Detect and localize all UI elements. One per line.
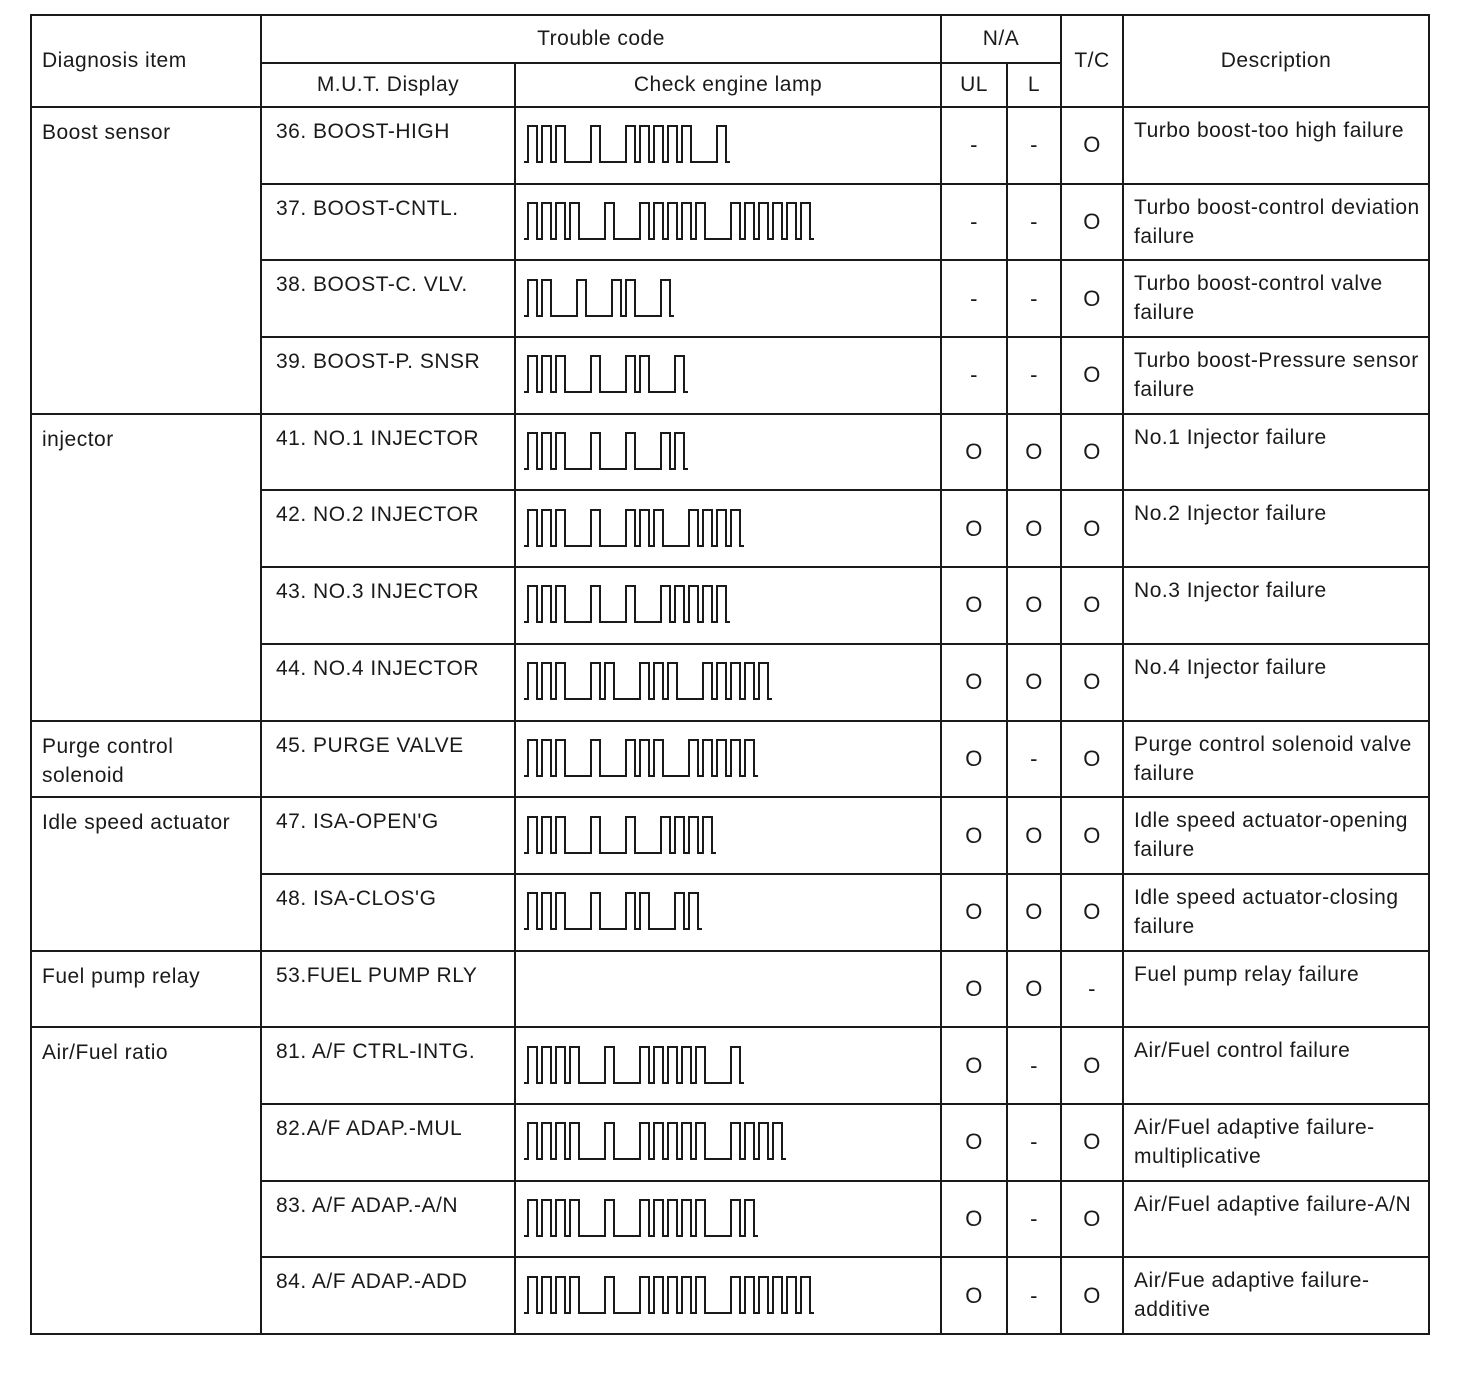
check-engine-lamp-cell <box>515 414 941 491</box>
diagnosis-item-cell: Boost sensor <box>31 107 261 414</box>
tc-mark-cell: O <box>1061 721 1123 798</box>
ul-mark-cell: O <box>941 644 1007 721</box>
mut-display-cell: 44. NO.4 INJECTOR <box>261 644 515 721</box>
waveform-line <box>524 280 674 316</box>
mut-display-cell: 83. A/F ADAP.-A/N <box>261 1181 515 1258</box>
l-mark-cell: - <box>1007 337 1061 414</box>
check-engine-lamp-cell <box>515 721 941 798</box>
l-mark-cell: - <box>1007 721 1061 798</box>
l-mark-cell: O <box>1007 414 1061 491</box>
l-mark-cell: O <box>1007 951 1061 1028</box>
description-cell: Purge control solenoid valve failure <box>1123 721 1429 798</box>
l-mark-cell: - <box>1007 1181 1061 1258</box>
blink-waveform <box>524 1043 748 1089</box>
ul-mark-cell: - <box>941 337 1007 414</box>
waveform-line <box>524 433 688 469</box>
blink-waveform <box>524 1196 762 1242</box>
table-row <box>31 414 1429 491</box>
header-diagnosis-item: Diagnosis item <box>31 15 261 107</box>
description-cell: Turbo boost-too high failure <box>1123 107 1429 184</box>
check-engine-lamp-cell <box>515 1027 941 1104</box>
mut-display-cell: 82.A/F ADAP.-MUL <box>261 1104 515 1181</box>
check-engine-lamp-cell <box>515 644 941 721</box>
l-mark-cell: O <box>1007 644 1061 721</box>
tc-mark-cell: O <box>1061 797 1123 874</box>
blink-waveform <box>524 199 818 245</box>
blink-waveform <box>524 736 762 782</box>
mut-display-cell: 39. BOOST-P. SNSR <box>261 337 515 414</box>
tc-mark-cell: O <box>1061 644 1123 721</box>
description-cell: Air/Fuel control failure <box>1123 1027 1429 1104</box>
waveform-line <box>524 740 758 776</box>
ul-mark-cell: O <box>941 490 1007 567</box>
description-cell: No.2 Injector failure <box>1123 490 1429 567</box>
check-engine-lamp-cell <box>515 490 941 567</box>
diagnosis-item-cell: Purge control solenoid <box>31 721 261 798</box>
tc-mark-cell: O <box>1061 337 1123 414</box>
diagnosis-item-cell: injector <box>31 414 261 721</box>
blink-waveform <box>524 889 706 935</box>
description-cell: Turbo boost-control deviation failure <box>1123 184 1429 261</box>
blink-waveform <box>524 276 678 322</box>
table-row <box>31 107 1429 184</box>
waveform-line <box>524 1047 744 1083</box>
description-cell: Air/Fuel adaptive failure-A/N <box>1123 1181 1429 1258</box>
l-mark-cell: - <box>1007 1027 1061 1104</box>
tc-mark-cell: O <box>1061 260 1123 337</box>
check-engine-lamp-cell <box>515 337 941 414</box>
table-row <box>31 797 1429 874</box>
check-engine-lamp-cell <box>515 951 941 1028</box>
mut-display-cell: 48. ISA-CLOS'G <box>261 874 515 951</box>
waveform-line <box>524 586 730 622</box>
blink-waveform <box>524 1273 818 1319</box>
ul-mark-cell: O <box>941 1257 1007 1334</box>
diagnosis-item-cell: Air/Fuel ratio <box>31 1027 261 1334</box>
blink-waveform <box>524 429 692 475</box>
tc-mark-cell: O <box>1061 1104 1123 1181</box>
ul-mark-cell: O <box>941 414 1007 491</box>
check-engine-lamp-cell <box>515 184 941 261</box>
description-cell: Idle speed actuator-closing failure <box>1123 874 1429 951</box>
tc-mark-cell: O <box>1061 567 1123 644</box>
ul-mark-cell: O <box>941 721 1007 798</box>
mut-display-cell: 41. NO.1 INJECTOR <box>261 414 515 491</box>
diagnosis-item-cell: Fuel pump relay <box>31 951 261 1028</box>
table-row <box>31 951 1429 1028</box>
waveform-line <box>524 356 688 392</box>
blink-waveform <box>524 1119 790 1165</box>
description-cell: Air/Fue adaptive failure-additive <box>1123 1257 1429 1334</box>
mut-display-cell: 37. BOOST-CNTL. <box>261 184 515 261</box>
ul-mark-cell: O <box>941 874 1007 951</box>
mut-display-cell: 36. BOOST-HIGH <box>261 107 515 184</box>
ul-mark-cell: - <box>941 184 1007 261</box>
check-engine-lamp-cell <box>515 874 941 951</box>
ul-mark-cell: - <box>941 260 1007 337</box>
check-engine-lamp-cell <box>515 797 941 874</box>
description-cell: Turbo boost-Pressure sensor failure <box>1123 337 1429 414</box>
ul-mark-cell: O <box>941 951 1007 1028</box>
blink-waveform <box>524 813 720 859</box>
l-mark-cell: O <box>1007 874 1061 951</box>
ul-mark-cell: O <box>941 1027 1007 1104</box>
tc-mark-cell: O <box>1061 107 1123 184</box>
header-l: L <box>1007 63 1061 107</box>
header-trouble-code: Trouble code <box>261 15 941 63</box>
blink-waveform <box>524 122 734 168</box>
header-description: Description <box>1123 15 1429 107</box>
table-row <box>31 721 1429 798</box>
l-mark-cell: O <box>1007 490 1061 567</box>
mut-display-cell: 43. NO.3 INJECTOR <box>261 567 515 644</box>
blink-waveform <box>524 582 734 628</box>
l-mark-cell: O <box>1007 797 1061 874</box>
mut-display-cell: 81. A/F CTRL-INTG. <box>261 1027 515 1104</box>
check-engine-lamp-cell <box>515 107 941 184</box>
trouble-code-table <box>30 14 1430 1335</box>
mut-display-cell: 42. NO.2 INJECTOR <box>261 490 515 567</box>
check-engine-lamp-cell <box>515 1257 941 1334</box>
table-row <box>31 1027 1429 1104</box>
mut-display-cell: 53.FUEL PUMP RLY <box>261 951 515 1028</box>
description-cell: No.4 Injector failure <box>1123 644 1429 721</box>
tc-mark-cell: - <box>1061 951 1123 1028</box>
ul-mark-cell: O <box>941 797 1007 874</box>
check-engine-lamp-cell <box>515 260 941 337</box>
ul-mark-cell: O <box>941 1181 1007 1258</box>
description-cell: Idle speed actuator-opening failure <box>1123 797 1429 874</box>
tc-mark-cell: O <box>1061 1027 1123 1104</box>
l-mark-cell: - <box>1007 1104 1061 1181</box>
description-cell: No.1 Injector failure <box>1123 414 1429 491</box>
header-tc: T/C <box>1061 15 1123 107</box>
header-ul: UL <box>941 63 1007 107</box>
description-cell: No.3 Injector failure <box>1123 567 1429 644</box>
tc-mark-cell: O <box>1061 874 1123 951</box>
waveform-line <box>524 1277 814 1313</box>
waveform-line <box>524 126 730 162</box>
blink-waveform <box>524 352 692 398</box>
ul-mark-cell: O <box>941 567 1007 644</box>
tc-mark-cell: O <box>1061 1181 1123 1258</box>
tc-mark-cell: O <box>1061 490 1123 567</box>
waveform-line <box>524 893 702 929</box>
header-mut-display: M.U.T. Display <box>261 63 515 107</box>
header-na: N/A <box>941 15 1061 63</box>
mut-display-cell: 84. A/F ADAP.-ADD <box>261 1257 515 1334</box>
ul-mark-cell: - <box>941 107 1007 184</box>
check-engine-lamp-cell <box>515 567 941 644</box>
check-engine-lamp-cell <box>515 1104 941 1181</box>
waveform-line <box>524 663 772 699</box>
tc-mark-cell: O <box>1061 1257 1123 1334</box>
mut-display-cell: 47. ISA-OPEN'G <box>261 797 515 874</box>
blink-waveform <box>524 659 776 705</box>
header-check-engine-lamp: Check engine lamp <box>515 63 941 107</box>
diagnosis-table-page <box>30 14 1428 1335</box>
waveform-line <box>524 817 716 853</box>
waveform-line <box>524 203 814 239</box>
l-mark-cell: - <box>1007 260 1061 337</box>
diagnosis-item-cell: Idle speed actuator <box>31 797 261 950</box>
l-mark-cell: - <box>1007 1257 1061 1334</box>
check-engine-lamp-cell <box>515 1181 941 1258</box>
tc-mark-cell: O <box>1061 414 1123 491</box>
waveform-line <box>524 1123 786 1159</box>
waveform-line <box>524 510 744 546</box>
blink-waveform <box>524 506 748 552</box>
l-mark-cell: O <box>1007 567 1061 644</box>
l-mark-cell: - <box>1007 184 1061 261</box>
ul-mark-cell: O <box>941 1104 1007 1181</box>
description-cell: Air/Fuel adaptive failure-multiplicative <box>1123 1104 1429 1181</box>
mut-display-cell: 38. BOOST-C. VLV. <box>261 260 515 337</box>
mut-display-cell: 45. PURGE VALVE <box>261 721 515 798</box>
description-cell: Fuel pump relay failure <box>1123 951 1429 1028</box>
description-cell: Turbo boost-control valve failure <box>1123 260 1429 337</box>
l-mark-cell: - <box>1007 107 1061 184</box>
waveform-line <box>524 1200 758 1236</box>
tc-mark-cell: O <box>1061 184 1123 261</box>
